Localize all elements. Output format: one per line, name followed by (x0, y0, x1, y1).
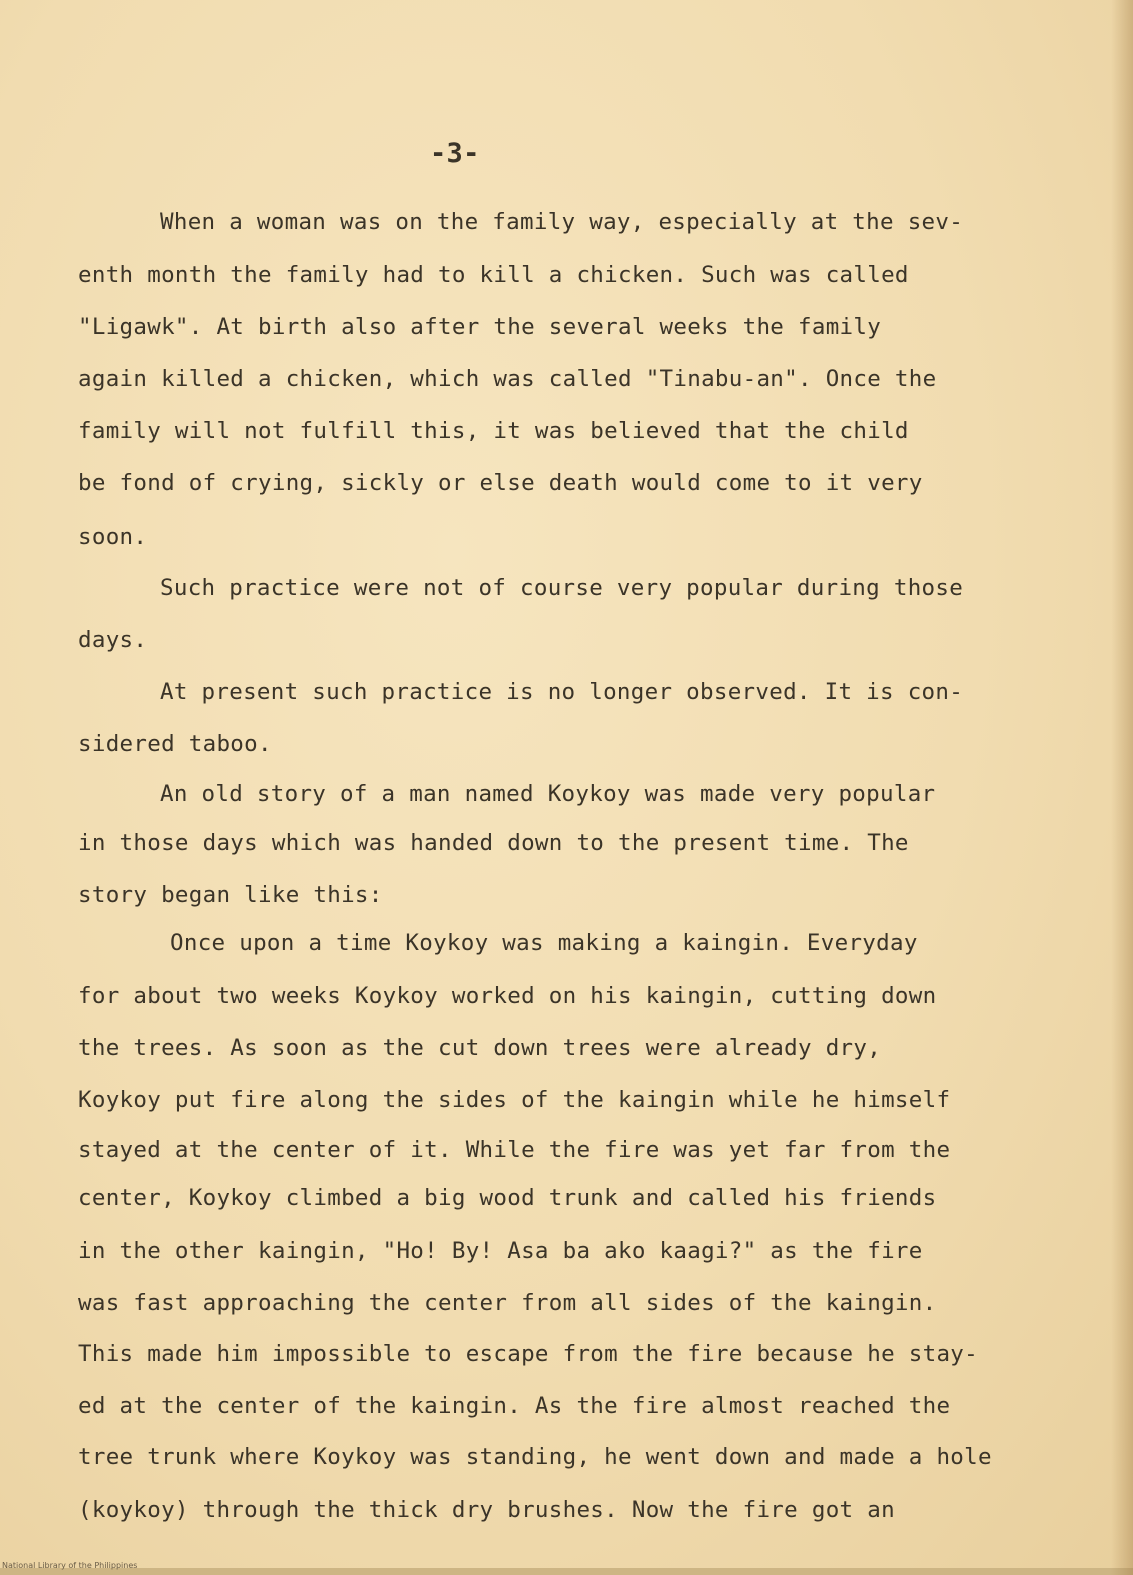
text-line: (koykoy) through the thick dry brushes. Now the fire got an (78, 1497, 895, 1523)
text-line: Such practice were not of course very popular during those (160, 575, 964, 601)
text-line: An old story of a man named Koykoy was made very popular (160, 781, 936, 807)
text-line: story began like this: (78, 882, 383, 908)
footer-watermark: National Library of the Philippines (2, 1561, 138, 1570)
text-line: soon. (78, 524, 148, 550)
text-line: family will not fulfill this, it was believed that the child (78, 418, 909, 444)
text-line: enth month the family had to kill a chicken. Such was called (78, 262, 909, 288)
text-line: sidered taboo. (78, 731, 272, 757)
text-line: This made him impossible to escape from the fire because he stay- (78, 1341, 978, 1367)
scan-edge (0, 1568, 1133, 1575)
text-line: At present such practice is no longer observed. It is con- (160, 679, 964, 705)
text-line: When a woman was on the family way, especially at the sev- (160, 209, 964, 235)
text-line: be fond of crying, sickly or else death would come to it very (78, 470, 923, 496)
text-line: in the other kaingin, "Ho! By! Asa ba ako kaagi?" as the fire (78, 1238, 923, 1264)
text-line: stayed at the center of it. While the fire was yet far from the (78, 1137, 951, 1163)
text-line: Once upon a time Koykoy was making a kaingin. Everyday (170, 930, 918, 956)
text-line: tree trunk where Koykoy was standing, he went down and made a hole (78, 1444, 992, 1470)
text-line: in those days which was handed down to the present time. The (78, 830, 909, 856)
text-line: "Ligawk". At birth also after the several weeks the family (78, 314, 882, 340)
text-line: center, Koykoy climbed a big wood trunk and called his friends (78, 1185, 937, 1211)
text-line: the trees. As soon as the cut down trees were already dry, (78, 1035, 882, 1061)
text-line: days. (78, 627, 148, 653)
text-line: for about two weeks Koykoy worked on his kaingin, cutting down (78, 983, 937, 1009)
text-line: ed at the center of the kaingin. As the fire almost reached the (78, 1393, 951, 1419)
text-line: Koykoy put fire along the sides of the kaingin while he himself (78, 1087, 951, 1113)
page-number: -3- (430, 138, 480, 169)
text-line: again killed a chicken, which was called "Tinabu-an". Once the (78, 366, 937, 392)
text-line: was fast approaching the center from all sides of the kaingin. (78, 1290, 937, 1316)
